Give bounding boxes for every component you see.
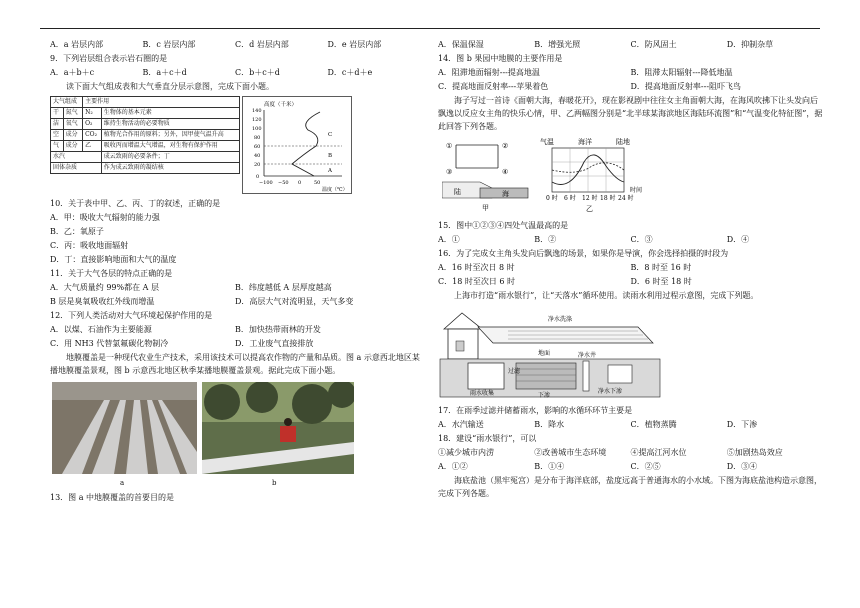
atmosphere-table — [50, 96, 240, 174]
table-cell: 氧气 — [63, 119, 82, 130]
graph-xtick: −50 — [278, 180, 289, 186]
q11-option-d[interactable]: D．高层大气对流明显，天气多变 — [235, 297, 354, 306]
graph-ytick: 120 — [252, 117, 262, 123]
table-cell: 水汽 — [51, 152, 102, 163]
yi-xtick: 12 时 — [582, 195, 598, 202]
graph-xtick: −100 — [259, 180, 273, 186]
layer-label-b: B — [328, 153, 333, 159]
q11-option-a[interactable]: A．大气质量约 99%都在 A 层 — [50, 283, 159, 292]
q17-option-b[interactable]: B．降水 — [534, 420, 565, 429]
table-cell: 氮气 — [63, 108, 82, 119]
q17-stem: 17．在雨季过滤并储蓄雨水，影响的水循环环节主要是 — [438, 406, 633, 415]
rain-ground-label: 地面 — [538, 350, 551, 357]
q15-option-b[interactable]: B．② — [534, 235, 557, 244]
atmosphere-layer-graph — [242, 96, 352, 194]
graph-xlabel: 温度（℃） — [322, 187, 348, 193]
table-cell: 干 — [51, 108, 64, 119]
table-cell: 吸收丙而增温大气增温，对生物有保护作用 — [101, 141, 239, 152]
yi-legend-land: 陆地 — [616, 138, 630, 146]
rain-well-label: 净水井 — [578, 352, 597, 359]
table-cell: 作为成云致雨的凝结核 — [101, 163, 239, 174]
q18-option-a[interactable]: A．①② — [438, 462, 468, 471]
q16-option-b[interactable]: B．8 时至 16 时 — [630, 263, 692, 272]
sea-label: 海 — [502, 190, 509, 198]
q13-option-a[interactable]: A．保温保湿 — [438, 40, 484, 49]
table-cell: 成分 — [63, 130, 82, 141]
yi-xlabel: 时间 — [630, 187, 643, 194]
table-cell: 维持生物活动的必要物质 — [101, 119, 239, 130]
q16-stem: 16．为了完成女主角头发向后飘逸的场景，如果你是导演，你会选择拍摄的时段为 — [438, 249, 729, 258]
rain-top-label: 净水洗涤 — [548, 316, 573, 323]
table-cell: 空 — [51, 130, 64, 141]
rain-bank-figure — [438, 305, 823, 401]
mulch-photos — [50, 380, 420, 488]
table-cell: 成分 — [63, 141, 82, 152]
q13-option-c[interactable]: C．防风固土 — [630, 40, 677, 49]
intro-brine-pool: 海底盐池（黑牢冤宫）是分布于海洋底部，盐度远高于普通海水的小水域。下图为海底盐池构造示意图，完成下列各题。 — [438, 476, 822, 498]
graph-ytick: 100 — [252, 126, 262, 132]
q9-stem: 9．下列岩层组合表示岩石圈的是 — [50, 54, 168, 63]
sea-breeze-figures — [438, 136, 823, 216]
figure-yi-caption: 乙 — [586, 205, 593, 213]
q10-option-a[interactable]: A．甲：吸收大气辐射的能力强 — [50, 213, 160, 222]
right-column — [438, 38, 823, 500]
photo-a-plastic-mulch-field — [52, 382, 197, 474]
table-cell: N₂ — [83, 108, 102, 119]
point-2: ② — [502, 142, 509, 150]
table-cell: 洁 — [51, 119, 64, 130]
q17-option-d[interactable]: D．下渗 — [726, 420, 758, 429]
q13-option-b[interactable]: B．增强光照 — [534, 40, 581, 49]
q8-option-c[interactable]: C．d 岩层内部 — [235, 40, 289, 49]
q9-option-b[interactable]: B．a＋c＋d — [142, 68, 187, 77]
rain-tank-label: 雨水收集 — [470, 390, 495, 397]
table-cell: 生物体的基本元素 — [101, 108, 239, 119]
table-cell: 乙 — [83, 141, 102, 152]
graph-ytick: 80 — [254, 135, 261, 141]
graph-ytick: 0 — [256, 174, 260, 180]
graph-ytick: 20 — [254, 162, 261, 168]
q10-option-b[interactable]: B．乙：氧原子 — [50, 227, 104, 236]
q11-option-c[interactable]: B 层是臭氧吸收红外线而增温 — [50, 297, 155, 306]
yi-title: 气温 — [540, 138, 554, 146]
q12-option-b[interactable]: B．加快热带雨林的开发 — [235, 325, 321, 334]
table-cell: CO₂ — [83, 130, 102, 141]
q18-item-3: ④提高江河水位 — [630, 448, 687, 457]
table-cell: 固体杂质 — [51, 163, 102, 174]
q12-option-a[interactable]: A．以煤、石油作为主要能源 — [50, 325, 152, 334]
graph-ytick: 140 — [252, 108, 262, 114]
q13-option-d[interactable]: D．抑制杂草 — [726, 40, 774, 49]
figure-jia-circulation — [442, 138, 532, 212]
table-cell: 成云致雨的必要条件；丁 — [101, 152, 239, 163]
figure-yi-temperature — [538, 136, 668, 214]
header-rule — [40, 28, 820, 29]
graph-xtick: 0 — [298, 180, 302, 186]
yi-xtick: 0 时 — [546, 195, 558, 202]
q8-option-a[interactable]: A．a 岩层内部 — [50, 40, 104, 49]
worker-figure — [280, 426, 296, 442]
q17-option-a[interactable]: A．水汽输送 — [438, 420, 484, 429]
figure-jia-caption: 甲 — [482, 204, 489, 212]
graph-xtick: 50 — [314, 180, 321, 186]
layer-label-a: A — [328, 168, 332, 174]
q15-option-c[interactable]: C．③ — [630, 235, 653, 244]
point-4: ④ — [502, 168, 509, 176]
q10-option-d[interactable]: D．丁：直接影响地面和大气的温度 — [50, 255, 177, 264]
rain-pump-label: 净水下渗 — [598, 388, 623, 395]
q15-stem: 15．图中①②③④四处气温最高的是 — [438, 221, 569, 230]
q18-item-2: ②改善城市生态环境 — [534, 448, 607, 457]
q12-option-d[interactable]: D．工业废气直接排放 — [235, 339, 314, 348]
q17-option-c[interactable]: C．植物蒸腾 — [630, 420, 677, 429]
yi-legend-sea: 海洋 — [578, 138, 592, 146]
intro-atmosphere: 读下面大气组成表和大气垂直分层示意图，完成下面小题。 — [66, 82, 274, 91]
temperature-curve — [292, 112, 320, 176]
table-header-function: 主要作用 — [83, 97, 240, 108]
q9-options — [50, 66, 420, 80]
q14-option-c[interactable]: C．提高地面反射率---苹果着色 — [438, 82, 549, 91]
q8-option-d[interactable]: D．e 岩层内部 — [327, 40, 382, 49]
q12-stem: 12．下列人类活动对大气环境起保护作用的是 — [50, 311, 213, 320]
intro-mulch: 地膜覆盖是一种现代农业生产技术，采用该技术可以提高农作物的产量和品质。图 a 示意西北地区某播地膜覆盖景观，图 b 示意西北地区秋季某播地膜覆盖景观。据此完成下面小题。 — [50, 353, 420, 375]
q14-option-d[interactable]: D．提高地面反射率---阻吓飞鸟 — [630, 82, 742, 91]
yi-xtick: 24 时 — [618, 195, 634, 202]
land-label: 陆 — [454, 188, 461, 196]
graph-ylabel: 高度（千米） — [264, 102, 298, 108]
point-1: ① — [446, 142, 453, 150]
q16-option-c[interactable]: C．18 时至次日 6 时 — [438, 277, 516, 286]
graph-ytick: 40 — [254, 153, 261, 159]
intro-rain-bank: 上海市打造“雨水银行”，让“天落水”循环使用。读雨水利用过程示意图，完成下列题。 — [454, 291, 759, 300]
q11-stem: 11．关于大气各层的特点正确的是 — [50, 269, 173, 278]
q18-item-1: ①减少城市内涝 — [438, 448, 494, 457]
q16-option-d[interactable]: D．6 时至 18 时 — [630, 277, 692, 286]
table-header-composition: 大气组成 — [51, 97, 83, 108]
rain-filter-label: 过滤 — [508, 368, 521, 375]
q9-option-c[interactable]: C．b＋c＋d — [235, 68, 280, 77]
rain-down-label: 下渗 — [538, 392, 551, 399]
photo-b-caption: b — [272, 479, 277, 487]
intro-sea-breeze: 海子写过一首诗《面朝大海，春暖花开》，现在影视剧中往往女主角面朝大海，在海风吹拂下让头发向后飘逸以反应女主角的快乐心情，甲、乙两幅图分别是“北半球某海滨地区海陆环流图”和“气温变化特征图”，据此回答下列各题。 — [438, 96, 823, 131]
q11-option-b[interactable]: B．纬度越低 A 层厚度越高 — [235, 283, 332, 292]
atmosphere-figure — [50, 96, 420, 194]
q15-option-a[interactable]: A．① — [438, 235, 460, 244]
graph-ytick: 60 — [254, 144, 261, 150]
q14-option-b[interactable]: B．阻滞太阳辐射---降低地温 — [630, 68, 733, 77]
q18-stem: 18．建设“雨水银行”，可以 — [438, 434, 537, 443]
left-column — [50, 38, 420, 505]
yi-xtick: 6 时 — [564, 195, 576, 202]
table-cell: 植物光合作用的原料；另外，因甲使气温升高 — [101, 130, 239, 141]
rainwater-diagram — [438, 307, 668, 399]
q9-option-d[interactable]: D．c＋d＋e — [327, 68, 373, 77]
q12-option-c[interactable]: C．用 NH3 代替氯氟碳化物制冷 — [50, 339, 169, 348]
yi-xtick: 18 时 — [600, 195, 616, 202]
photo-b-orchard-film — [202, 382, 354, 474]
table-cell: 气 — [51, 141, 64, 152]
q18-option-c[interactable]: C．②⑤ — [630, 462, 661, 471]
q14-stem: 14．图 b 果园中地膜的主要作用是 — [438, 54, 563, 63]
q18-option-d[interactable]: D．③④ — [726, 462, 758, 471]
q10-stem: 10．关于表中甲、乙、丙、丁的叙述，正确的是 — [50, 199, 221, 208]
point-3: ③ — [446, 168, 453, 176]
q18-item-4: ⑤加剧热岛效应 — [726, 448, 783, 457]
q8-options — [50, 38, 420, 52]
q8-option-b[interactable]: B．c 岩层内部 — [142, 40, 196, 49]
layer-label-c: C — [328, 132, 333, 138]
q16-option-a[interactable]: A．16 时至次日 8 时 — [438, 263, 515, 272]
q18-option-b[interactable]: B．①④ — [534, 462, 565, 471]
photo-a-caption: a — [120, 479, 125, 487]
table-cell: O₂ — [83, 119, 102, 130]
q9-option-a[interactable]: A．a＋b＋c — [50, 68, 95, 77]
q15-option-d[interactable]: D．④ — [726, 235, 750, 244]
q10-option-c[interactable]: C．丙：吸收地面辐射 — [50, 241, 129, 250]
q14-option-a[interactable]: A．阻滞地面辐射---提高地温 — [438, 68, 540, 77]
q13-stem: 13．图 a 中地膜覆盖的首要目的是 — [50, 493, 175, 502]
